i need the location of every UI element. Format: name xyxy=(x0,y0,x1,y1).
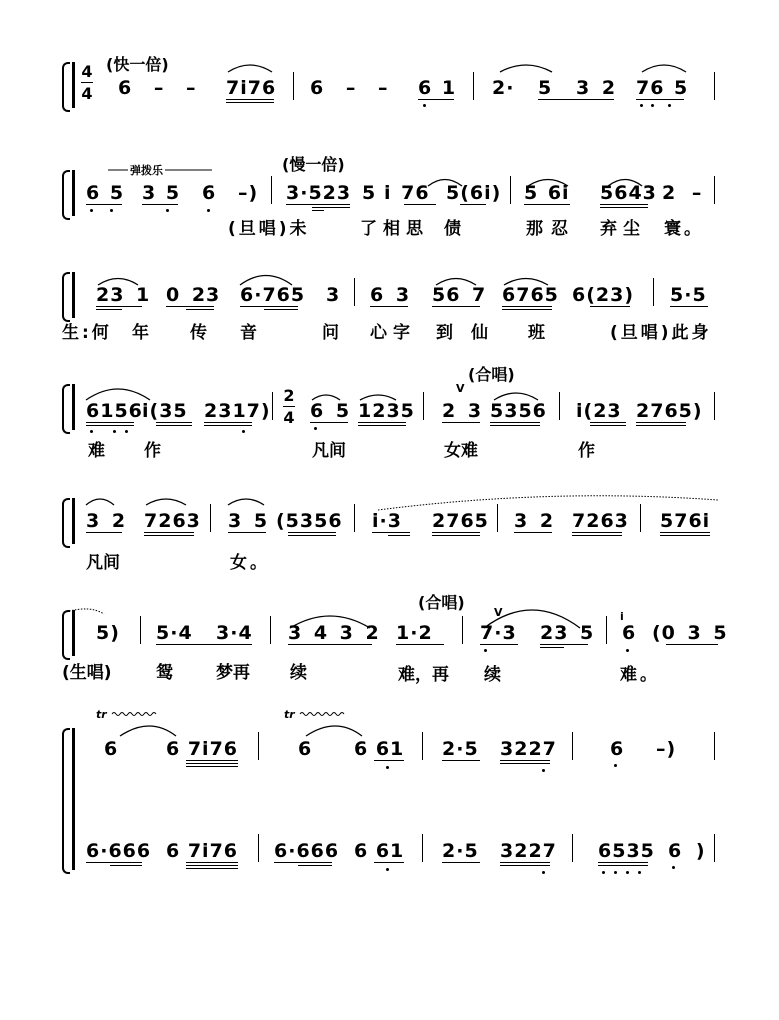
underline xyxy=(490,422,540,423)
low-dot xyxy=(626,871,629,874)
low-dot xyxy=(614,764,617,767)
low-dot xyxy=(672,866,675,869)
low-dot xyxy=(542,769,545,772)
lyric: 凡间 xyxy=(86,553,120,573)
underline xyxy=(396,644,444,645)
note-group: 6 61 xyxy=(354,840,405,862)
note-group: 3 xyxy=(326,284,341,306)
underline xyxy=(358,425,406,426)
slur xyxy=(228,65,272,72)
underline xyxy=(288,535,336,536)
lyric: 鸳 xyxy=(156,663,176,683)
note-group: 3 2 xyxy=(514,510,555,532)
barline xyxy=(714,72,715,100)
underline xyxy=(288,644,372,645)
underline xyxy=(86,204,122,205)
low-dot xyxy=(626,649,629,652)
barline xyxy=(640,504,641,532)
note-group: 5) xyxy=(96,622,120,644)
breath-mark: V xyxy=(456,382,465,395)
underline xyxy=(500,865,550,866)
underline xyxy=(500,760,550,761)
barline xyxy=(258,732,259,760)
barline xyxy=(270,616,271,644)
system-bracket xyxy=(62,610,70,660)
barline xyxy=(354,504,355,532)
time-signature-line xyxy=(283,406,295,407)
underline xyxy=(286,204,350,205)
note-group: 5356 xyxy=(490,400,547,422)
lyric: 弃尘 xyxy=(600,219,646,239)
lyric: 作 xyxy=(144,441,164,461)
low-dot xyxy=(207,209,210,212)
note-group: 2765) xyxy=(636,400,703,422)
breath-mark: V xyxy=(494,606,503,619)
underline xyxy=(312,210,324,211)
note-group: 5·5 xyxy=(670,284,707,306)
system-line xyxy=(72,498,75,544)
note-group: 7263 xyxy=(572,510,629,532)
underline xyxy=(524,204,570,205)
underline xyxy=(670,306,708,307)
system-line xyxy=(72,62,75,108)
underline xyxy=(480,644,518,645)
note-group: 23 1 xyxy=(96,284,151,306)
chorus-marking: (合唱) xyxy=(418,593,465,612)
underline xyxy=(310,422,348,423)
note-group: 6535 xyxy=(598,840,655,862)
low-dot xyxy=(166,209,169,212)
note-group: 6765 xyxy=(502,284,559,306)
barline xyxy=(258,834,259,862)
slur xyxy=(642,65,686,72)
note-group: 2 3 xyxy=(442,400,483,422)
lyric: 女。 xyxy=(230,553,270,573)
trill-marking: tr xyxy=(284,708,295,721)
low-dot xyxy=(423,104,426,107)
underline xyxy=(142,204,178,205)
underline xyxy=(590,425,626,426)
slur xyxy=(228,499,264,505)
underline xyxy=(442,760,480,761)
underline xyxy=(460,204,486,205)
underline xyxy=(96,309,122,310)
time-signature-line xyxy=(81,82,93,83)
low-dot xyxy=(90,430,93,433)
note-group: 2 – xyxy=(662,182,703,204)
note-group: 2·5 xyxy=(442,840,479,862)
underline xyxy=(540,644,588,645)
underline xyxy=(598,862,648,863)
barline xyxy=(462,616,463,644)
underline xyxy=(660,532,710,533)
underline xyxy=(144,532,194,533)
note-group: 3·4 xyxy=(216,622,253,644)
system-bracket xyxy=(62,728,70,874)
underline xyxy=(156,422,192,423)
underline xyxy=(572,535,622,536)
underline xyxy=(600,204,648,205)
slur xyxy=(120,726,176,736)
lyric: 债 xyxy=(444,219,464,239)
underline xyxy=(370,306,408,307)
note-group: 6 7i76 xyxy=(166,840,239,862)
underline xyxy=(86,532,122,533)
barline xyxy=(510,176,511,204)
barline xyxy=(210,504,211,532)
time-signature-top: 2 xyxy=(283,386,295,405)
note-group: 76 5 xyxy=(636,77,689,99)
lyric: 班 xyxy=(528,323,548,343)
note-group: 6 61 xyxy=(354,738,405,760)
note-group: 1·2 xyxy=(396,622,433,644)
barline xyxy=(271,176,272,204)
note-group: (5356 xyxy=(276,510,343,532)
underline xyxy=(204,425,252,426)
lyric: (生唱) xyxy=(62,663,112,683)
system-line xyxy=(72,170,75,216)
underline xyxy=(590,306,630,307)
system-line xyxy=(72,728,75,870)
underline xyxy=(204,422,252,423)
grace-note: i xyxy=(620,610,624,623)
barline xyxy=(473,72,474,100)
slur xyxy=(494,393,538,400)
slur xyxy=(500,65,552,72)
note-group: 6·765 xyxy=(240,284,306,306)
barline xyxy=(293,72,294,100)
system-line xyxy=(72,610,75,656)
underline xyxy=(228,532,266,533)
lyric: 续 xyxy=(290,663,310,683)
low-dot xyxy=(638,871,641,874)
underline xyxy=(540,647,564,648)
lyric: (旦唱)此身 xyxy=(610,323,712,343)
underline xyxy=(432,535,480,536)
barline xyxy=(653,278,654,306)
note-group: 1235 xyxy=(358,400,415,422)
annotation-label: 弹拨乐 xyxy=(130,164,163,177)
note-group: 6 1 xyxy=(418,77,457,99)
note-group: 576i xyxy=(660,510,711,532)
underline xyxy=(432,532,480,533)
note-group: (0 3 5 xyxy=(652,622,728,644)
lyric: 续 xyxy=(484,665,504,685)
underline xyxy=(500,862,550,863)
underline xyxy=(372,532,410,533)
underline xyxy=(166,306,214,307)
underline xyxy=(226,99,274,100)
lyric: 女难 xyxy=(444,441,478,461)
underline xyxy=(636,425,686,426)
low-dot xyxy=(386,868,389,871)
lyric: 作 xyxy=(578,441,598,461)
tempo-marking: (慢一倍) xyxy=(282,155,345,174)
lyric: 难。 xyxy=(620,665,660,685)
system-bracket xyxy=(62,62,70,112)
underline xyxy=(600,207,648,208)
slur xyxy=(306,726,362,736)
barline xyxy=(572,834,573,862)
barline xyxy=(714,732,715,760)
underline xyxy=(432,306,480,307)
note-group: 2· xyxy=(492,77,515,99)
low-dot xyxy=(386,766,389,769)
underline xyxy=(186,766,238,767)
note-group: 5(6i) xyxy=(446,182,502,204)
underline xyxy=(110,865,142,866)
low-dot xyxy=(110,209,113,212)
note-group: 5 xyxy=(538,77,553,99)
note-group: 2317) xyxy=(204,400,271,422)
barline xyxy=(714,834,715,862)
underline xyxy=(298,865,332,866)
underline xyxy=(636,99,684,100)
system-bracket xyxy=(62,384,70,434)
underline xyxy=(186,865,238,866)
note-group: 7263 xyxy=(144,510,201,532)
note-group: 3227 xyxy=(500,840,557,862)
low-dot xyxy=(668,104,671,107)
note-group: i(35 xyxy=(142,400,188,422)
note-group: i·3 xyxy=(372,510,402,532)
underline xyxy=(502,306,552,307)
underline xyxy=(186,862,238,863)
note-group: 0 23 xyxy=(166,284,221,306)
underline xyxy=(96,306,142,307)
system-line xyxy=(72,384,75,430)
chorus-marking: (合唱) xyxy=(468,365,515,384)
barline xyxy=(422,834,423,862)
note-group: 6 xyxy=(104,738,119,760)
note-group: 6 5 xyxy=(86,182,125,204)
barline xyxy=(422,732,423,760)
underline xyxy=(86,425,134,426)
note-group: 3227 xyxy=(500,738,557,760)
underline xyxy=(186,868,238,869)
low-dot xyxy=(113,430,116,433)
system-bracket xyxy=(62,170,70,220)
underline xyxy=(490,425,540,426)
system-bracket xyxy=(62,272,70,322)
lyric: 梦再 xyxy=(216,663,250,683)
note-group: 3 2 xyxy=(576,77,617,99)
note-group: 7i76 xyxy=(226,77,277,99)
low-dot xyxy=(314,427,317,430)
trill-wave xyxy=(112,713,156,716)
underline xyxy=(572,532,622,533)
low-dot xyxy=(602,871,605,874)
note-group: 6 xyxy=(622,622,637,644)
underline xyxy=(374,862,404,863)
underline xyxy=(86,422,134,423)
lyric: 了相思 xyxy=(360,219,429,239)
note-group: 5 6i xyxy=(524,182,570,204)
note-group: 2765 xyxy=(432,510,489,532)
note-group: 6 xyxy=(298,738,313,760)
barline xyxy=(714,392,715,420)
underline xyxy=(186,760,238,761)
lyric: 寰。 xyxy=(664,219,704,239)
slur xyxy=(86,499,114,505)
underline xyxy=(274,862,332,863)
low-dot xyxy=(542,871,545,874)
note-group: 23 5 xyxy=(540,622,595,644)
underline xyxy=(156,425,192,426)
lyric: 音 xyxy=(240,323,260,343)
lyric: (旦唱)未 xyxy=(228,219,310,239)
note-group: 6 3 xyxy=(370,284,411,306)
lyric: 年 xyxy=(132,323,152,343)
note-group: 3 2 xyxy=(86,510,127,532)
barline xyxy=(559,392,560,420)
underline xyxy=(598,865,648,866)
trill-wave xyxy=(300,713,344,716)
barline xyxy=(423,392,424,420)
note-group: 6 – – xyxy=(310,77,389,99)
low-dot xyxy=(614,871,617,874)
low-dot xyxy=(90,209,93,212)
note-group: 6 xyxy=(610,738,625,760)
lyric: 传 xyxy=(190,323,210,343)
barline xyxy=(497,504,498,532)
note-group: 5 xyxy=(362,182,377,204)
underline xyxy=(660,535,710,536)
note-group: 6 – – xyxy=(118,77,197,99)
low-dot xyxy=(651,104,654,107)
note-group: –) xyxy=(656,738,677,760)
note-group: 3 5 xyxy=(228,510,269,532)
underline xyxy=(442,862,480,863)
low-dot xyxy=(484,649,487,652)
lyric: 难，再 xyxy=(398,665,449,685)
underline xyxy=(358,422,406,423)
note-group: 3 4 3 2 xyxy=(288,622,380,644)
note-group: 6 xyxy=(202,182,217,204)
lyric: 难 xyxy=(88,441,108,461)
underline xyxy=(288,532,336,533)
barline xyxy=(140,616,141,644)
low-dot xyxy=(125,430,128,433)
low-dot xyxy=(242,430,245,433)
underline xyxy=(144,535,194,536)
note-group: –) xyxy=(238,182,259,204)
note-group: 7·3 xyxy=(480,622,517,644)
note-group: 3·523 xyxy=(286,182,352,204)
time-signature-bottom: 4 xyxy=(283,408,295,427)
underline xyxy=(240,306,298,307)
dotted-slur xyxy=(378,496,718,510)
note-group: i 76 xyxy=(384,182,430,204)
note-group: 5·4 xyxy=(156,622,193,644)
note-group: 6 7i76 xyxy=(166,738,239,760)
underline xyxy=(86,862,142,863)
underline xyxy=(186,309,214,310)
underline xyxy=(404,204,436,205)
underline xyxy=(502,309,552,310)
underline xyxy=(590,422,626,423)
note-group: 6 5 xyxy=(310,400,351,422)
note-group: 6156 xyxy=(86,400,143,422)
slur xyxy=(86,389,150,400)
note-group: 6(23) xyxy=(572,284,635,306)
lyric: 问 xyxy=(322,323,342,343)
note-group: 3 5 xyxy=(142,182,181,204)
underline xyxy=(538,99,614,100)
barline xyxy=(354,278,355,306)
underline xyxy=(186,763,238,764)
underline xyxy=(442,422,480,423)
underline xyxy=(156,644,252,645)
low-dot xyxy=(640,104,643,107)
lyric: 凡间 xyxy=(312,441,346,461)
barline xyxy=(606,616,607,644)
underline xyxy=(636,422,686,423)
time-signature-top: 4 xyxy=(81,62,93,81)
note-group: 6 ) xyxy=(668,840,706,862)
time-signature-bottom: 4 xyxy=(81,84,93,103)
system-bracket xyxy=(62,498,70,548)
barline xyxy=(572,732,573,760)
note-group: 2·5 xyxy=(442,738,479,760)
note-group: 5643 xyxy=(600,182,657,204)
lyric: 生:何 xyxy=(62,323,112,343)
note-group: i(23 xyxy=(576,400,622,422)
slur xyxy=(146,499,186,505)
barline xyxy=(272,392,273,420)
underline xyxy=(666,644,718,645)
underline xyxy=(514,532,552,533)
underline xyxy=(418,99,454,100)
tempo-marking: (快一倍) xyxy=(106,55,169,74)
lyric: 到仙 xyxy=(436,323,506,343)
underline xyxy=(226,102,274,103)
lyric: 心字 xyxy=(370,323,416,343)
note-group: 56 7 xyxy=(432,284,487,306)
underline xyxy=(500,763,550,764)
note-group: 6·666 xyxy=(86,840,152,862)
trill-marking: tr xyxy=(96,708,107,721)
system-line xyxy=(72,272,75,318)
lyric: 那忍 xyxy=(526,219,576,239)
underline xyxy=(374,760,404,761)
underline xyxy=(388,535,410,536)
underline xyxy=(312,207,350,208)
underline xyxy=(264,309,298,310)
note-group: 6·666 xyxy=(274,840,340,862)
barline xyxy=(714,176,715,204)
